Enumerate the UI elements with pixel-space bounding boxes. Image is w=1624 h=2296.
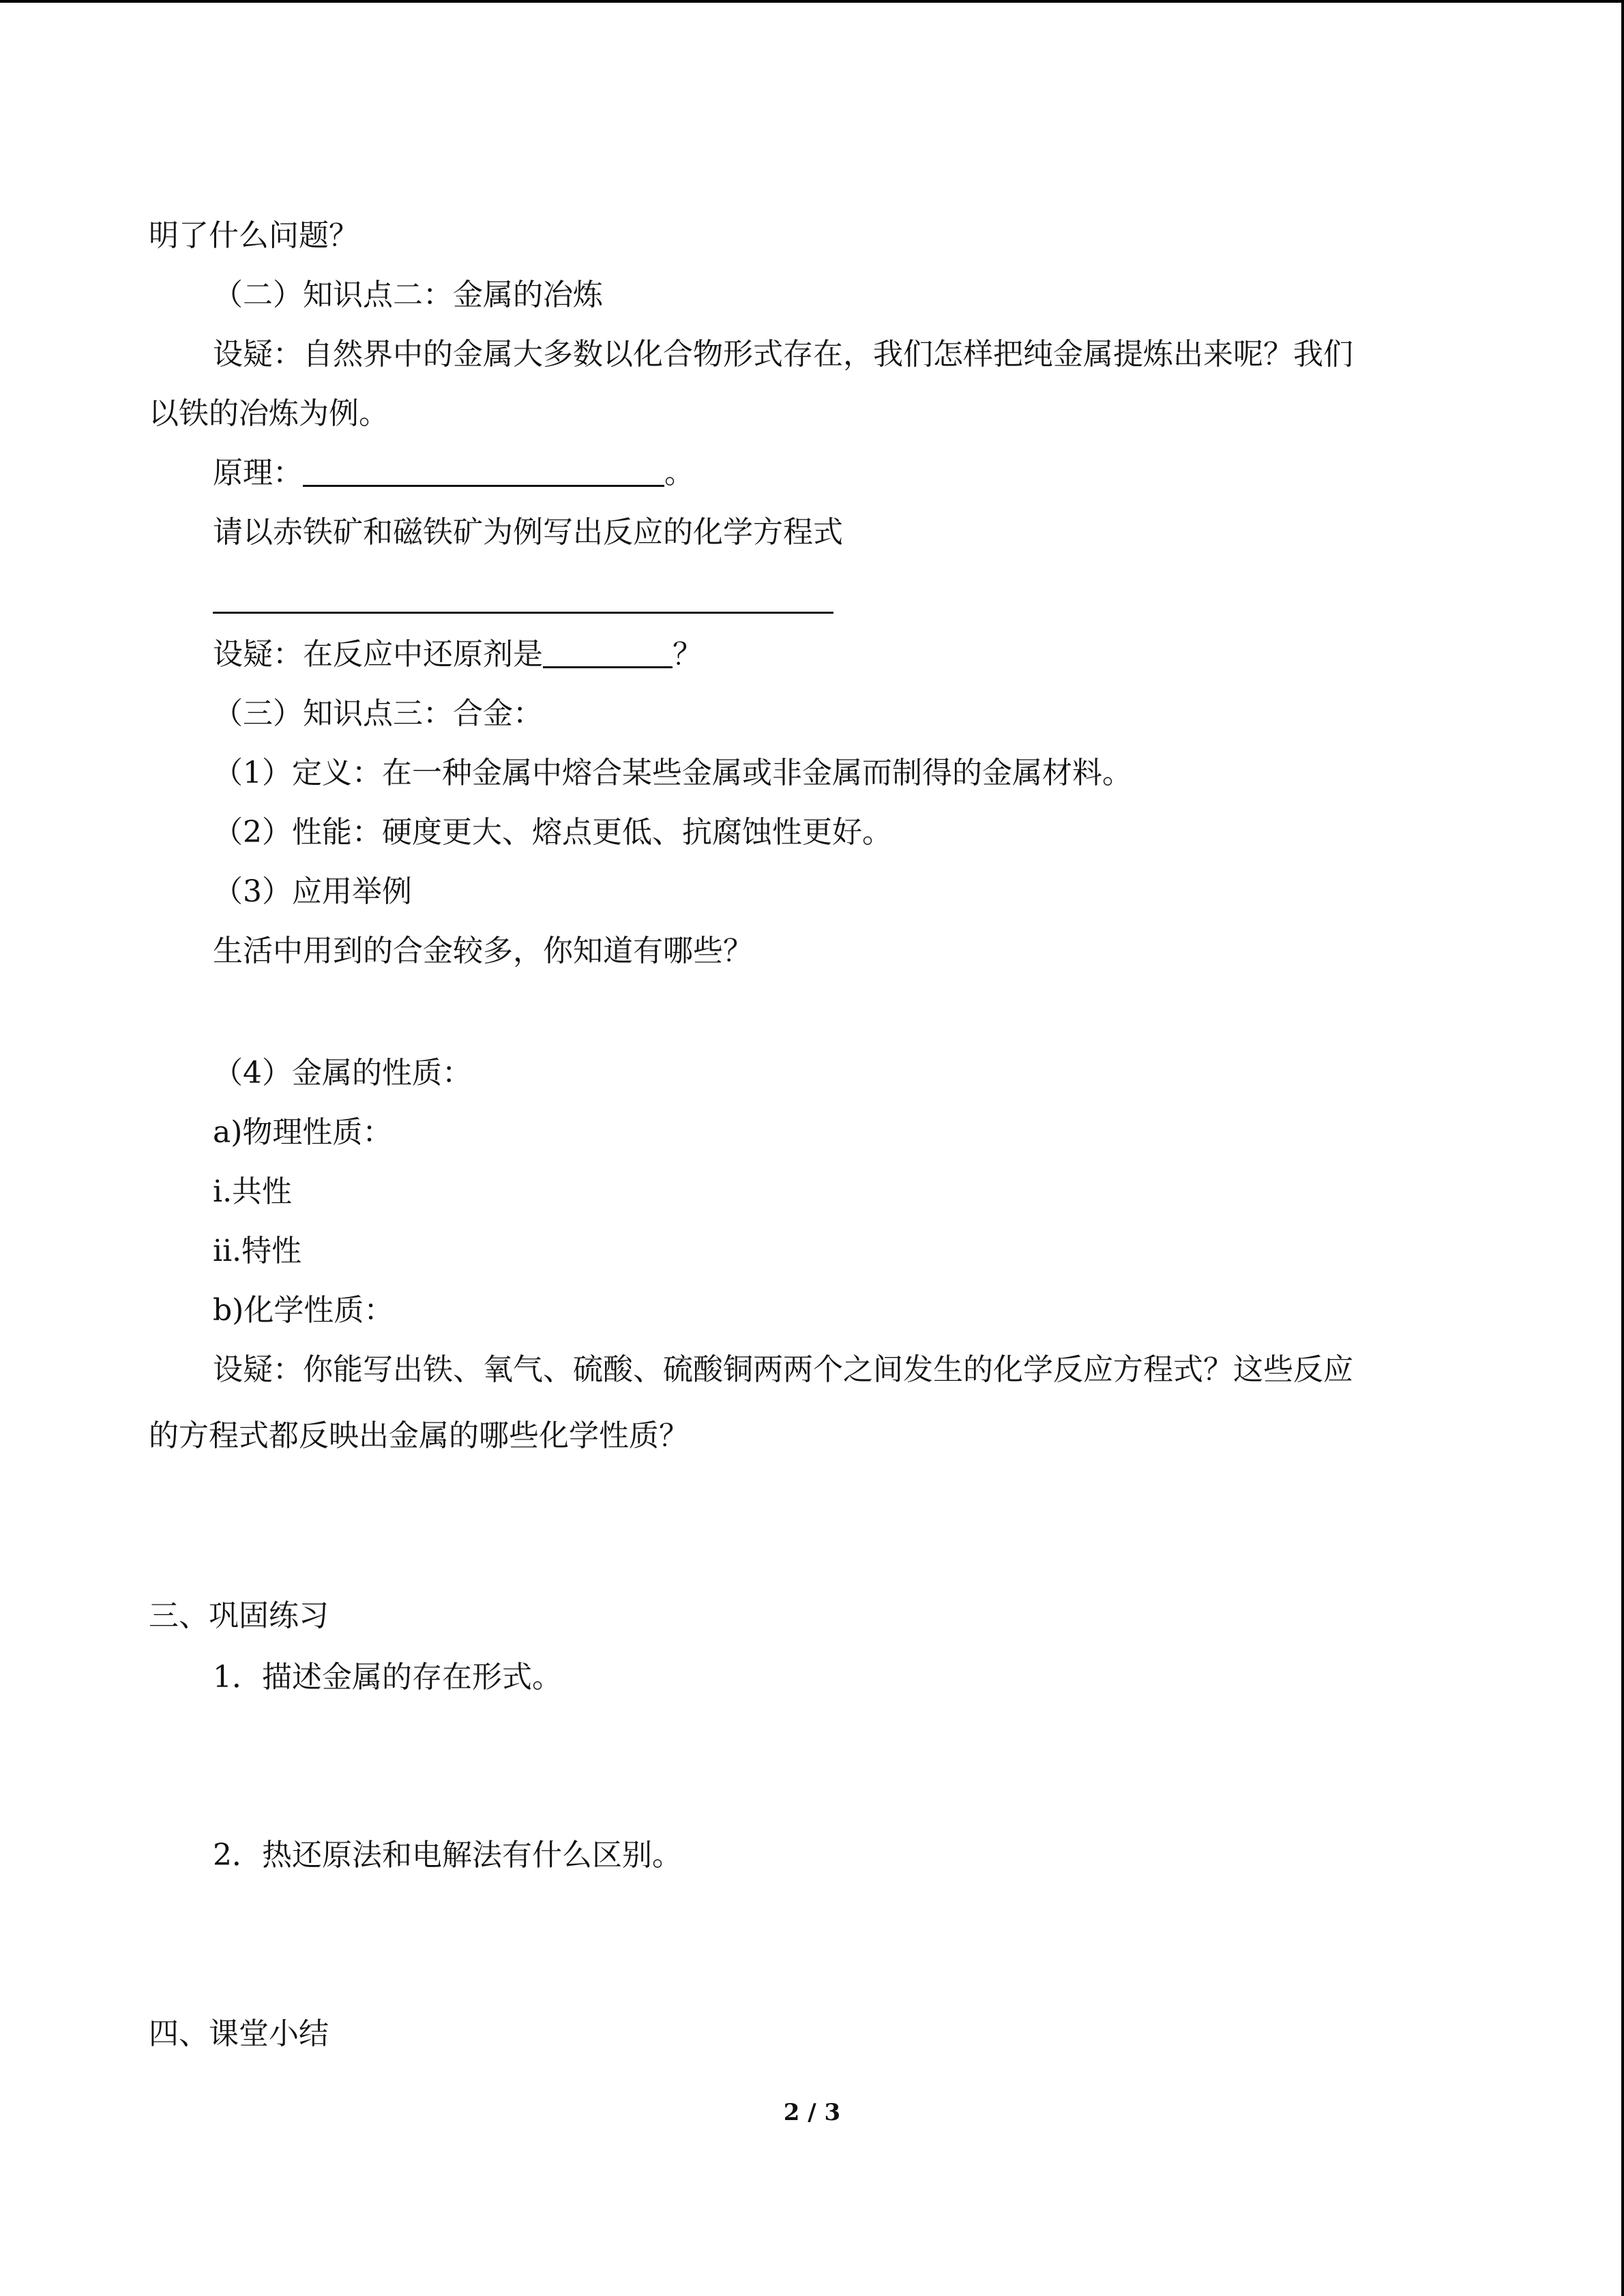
text-line: 请以赤铁矿和磁铁矿为例写出反应的化学方程式: [213, 515, 843, 550]
section-heading: （二）知识点二：金属的冶炼: [213, 278, 603, 312]
text-line: 以铁的冶炼为例。: [149, 396, 389, 431]
text-line: i.共性: [213, 1174, 293, 1209]
section-heading: （三）知识点三：合金：: [213, 696, 543, 731]
principle-line: [213, 454, 694, 492]
reducing-agent-line: [213, 636, 703, 674]
principle-label: 原理：: [213, 456, 303, 490]
section-heading: 三、巩固练习: [149, 1598, 329, 1633]
text-line: ii.特性: [213, 1234, 302, 1268]
text-line: 生活中用到的合金较多，你知道有哪些？: [213, 934, 753, 968]
page-border-right: [1621, 0, 1624, 2296]
text-line: 设疑：自然界中的金属大多数以化合物形式存在，我们怎样把纯金属提炼出来呢？我们: [213, 337, 1353, 372]
text-line: （1）定义：在一种金属中熔合某些金属或非金属而制得的金属材料。: [213, 756, 1132, 790]
text-line: 的方程式都反映出金属的哪些化学性质？: [149, 1418, 689, 1453]
text-line: b)化学性质：: [213, 1293, 394, 1328]
exercise-item: 1．描述金属的存在形式。: [213, 1660, 562, 1695]
text-line: a)物理性质：: [213, 1115, 393, 1150]
text-line: 设疑：你能写出铁、氧气、硫酸、硫酸铜两两个之间发生的化学反应方程式？这些反应: [213, 1352, 1353, 1387]
text-line: （4）金属的性质：: [213, 1056, 472, 1090]
reducing-agent-blank[interactable]: [543, 639, 673, 668]
text-line: （2）性能：硬度更大、熔点更低、抗腐蚀性更好。: [213, 815, 892, 850]
reducing-agent-label: 设疑：在反应中还原剂是: [213, 637, 543, 672]
reducing-agent-suffix: ？: [673, 637, 703, 672]
exercise-item: 2．热还原法和电解法有什么区别。: [213, 1838, 682, 1873]
text-line: （3）应用举例: [213, 874, 412, 909]
page-border-top: [0, 0, 1624, 3]
page-number: 2 / 3: [783, 2099, 841, 2126]
equation-blank[interactable]: [213, 612, 833, 614]
text-line: 明了什么问题？: [149, 218, 359, 253]
principle-blank[interactable]: [303, 458, 664, 487]
section-heading: 四、课堂小结: [149, 2016, 329, 2051]
principle-suffix: 。: [664, 456, 694, 490]
